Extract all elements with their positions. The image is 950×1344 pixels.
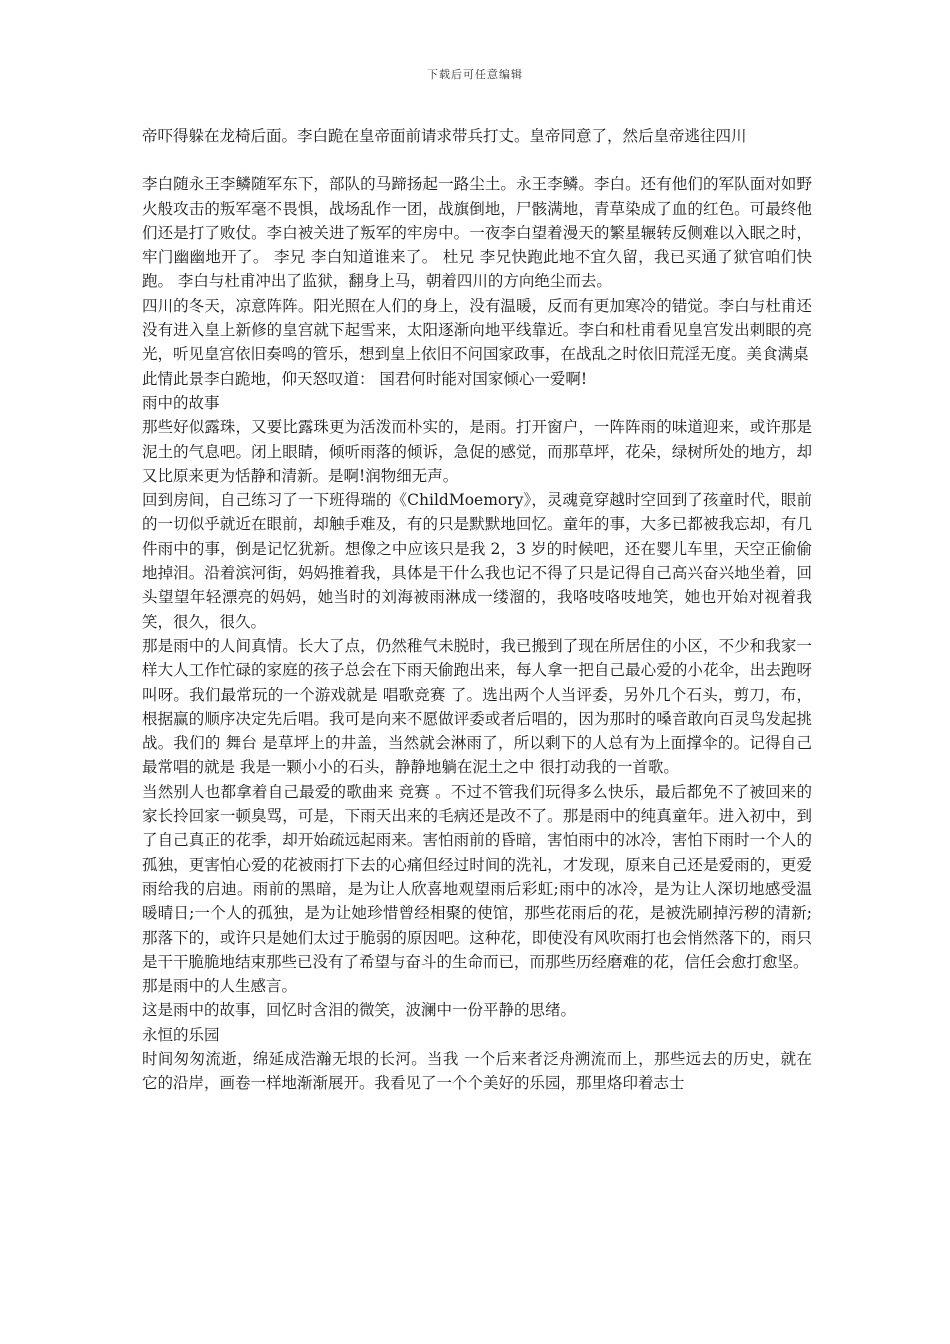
document-body <box>142 124 812 1096</box>
paragraph: 那些好似露珠，又要比露珠更为活泼而朴实的，是雨。打开窗户，一阵阵雨的味道迎来，或许那是泥土的气息吧。闭上眼睛，倾听雨落的倾诉，急促的感觉，而那草坪，花朵，绿树所处的地方，却又比原来更为恬静和清新。是啊!润物细无声。 <box>142 418 812 485</box>
paragraph: 帝吓得躲在龙椅后面。李白跪在皇帝面前请求带兵打丈。皇帝同意了，然后皇帝逃往四川 <box>142 127 747 145</box>
paragraph: 四川的冬天，凉意阵阵。阳光照在人们的身上，没有温暖，反而有更加寒冷的错觉。李白与杜甫还没有进入皇上新修的皇宫就下起雪来，太阳逐渐向地平线靠近。李白和杜甫看见皇宫发出刺眼的亮光，听见皇宫依旧奏鸣的管乐，想到皇上依旧不问国家政事，在战乱之时依旧荒淫无度。美食满桌 <box>142 296 812 364</box>
paragraph: 这是雨中的故事，回忆时含泪的微笑，波澜中一份平静的思绪。 <box>142 1001 577 1020</box>
paragraph: 此情此景李白跪地，仰天怒叹道： 国君何时能对国家倾心一爱啊! <box>142 369 588 388</box>
paragraph: 回到房间，自己练习了一下班得瑞的《ChildMoemory》，灵魂竟穿越时空回到了孩童时代，眼前的一切似乎就近在眼前，却触手难及，有的只是默默地回忆。童年的事，大多已都被我忘却，有几件雨中的事，倒是记忆犹新。想像之中应该只是我 2，3 岁的时候吧，还在婴儿车里，天空正偷偷地掉泪。沿着滨河街，妈妈推着我，具体是干什么我也记不得了只是记得自己高兴奋兴地坐着，回头望望年轻漂亮的妈妈，她当时的刘海被雨淋成一缕溜的，我咯吱咯吱地笑，她也开始对视着我笑，很久，很久。 <box>142 491 812 631</box>
paragraph: 时间匆匆流逝，绵延成浩瀚无垠的长河。当我 一个后来者泛舟溯流而上，那些远去的历史，就在它的沿岸，画卷一样地渐渐展开。我看见了一个个美好的乐园，那里烙印着志士 <box>142 1049 812 1093</box>
paragraph: 那是雨中的人生感言。 <box>142 977 298 996</box>
paragraph: 当然别人也都拿着自己最爱的歌曲来 竞赛 。不过不管我们玩得多么快乐，最后都免不了被回来的家长拎回家一顿臭骂，可是，下雨天出来的毛病还是改不了。那是雨中的纯真童年。进入初中，到了自己真正的花季，却开始疏远起雨来。害怕雨前的昏暗，害怕雨中的冰冷，害怕下雨时一个人的孤独，更害怕心爱的花被雨打下去的心痛但经过时间的洗礼，才发现，原来自己还是爱雨的，更爱雨给我的启迪。雨前的黑暗，是为让人欣喜地观望雨后彩虹;雨中的冰冷，是为让人深切地感受温暖晴日;一个人的孤独，是为让她珍惜曾经相聚的使馆，那些花雨后的花，是被洗刷掉污秽的清新;那落下的，或许只是她们太过于脆弱的原因吧。这种花，即使没有风吹雨打也会悄然落下的，雨只是干干脆脆地结束那些已没有了希望与奋斗的生命而已，而那些历经磨难的花，信任会愈打愈坚。 <box>142 782 812 971</box>
page-header: 下载后可任意编辑 <box>427 68 523 81</box>
paragraph: 那是雨中的人间真情。长大了点，仍然稚气未脱时，我已搬到了现在所居住的小区，不少和我家一样大人工作忙碌的家庭的孩子总会在下雨天偷跑出来，每人拿一把自己最心爱的小花伞，出去跑呀叫呀。我们最常玩的一个游戏就是 唱歌竞赛 了。选出两个人当评委，另外几个石头，剪刀，布，根据赢的顺序决定先后唱。我可是向来不愿做评委或者后唱的，因为那时的嗓音敢向百灵鸟发起挑战。我们的 舞台 是草坪上的井盖，当然就会淋雨了，所以剩下的人总有为上面撑伞的。记得自己最常唱的就是 我是一颗小小的石头，静静地躺在泥土之中 很打动我的一首歌。 <box>142 636 812 777</box>
section-heading: 雨中的故事 <box>142 393 220 412</box>
section-heading: 永恒的乐园 <box>142 1025 220 1044</box>
paragraph: 李白随永王李鳞随军东下，部队的马蹄扬起一路尘土。永王李鳞。李白。还有他们的军队面对如野火般攻击的叛军毫不畏惧，战场乱作一团，战旗倒地，尸骸满地，青草染成了血的红色。可最终他们还是打了败仗。李白被关进了叛军的牢房中。一夜李白望着漫天的繁星辗转反侧难以入眠之时，牢门幽幽地开了。 李兄 李白知道谁来了。 杜兄 李兄快跑此地不宜久留，我已买通了狱官咱们快跑。 李白与杜甫冲出了监狱，翻身上马，朝着四川的方向绝尘而去。 <box>142 175 812 291</box>
